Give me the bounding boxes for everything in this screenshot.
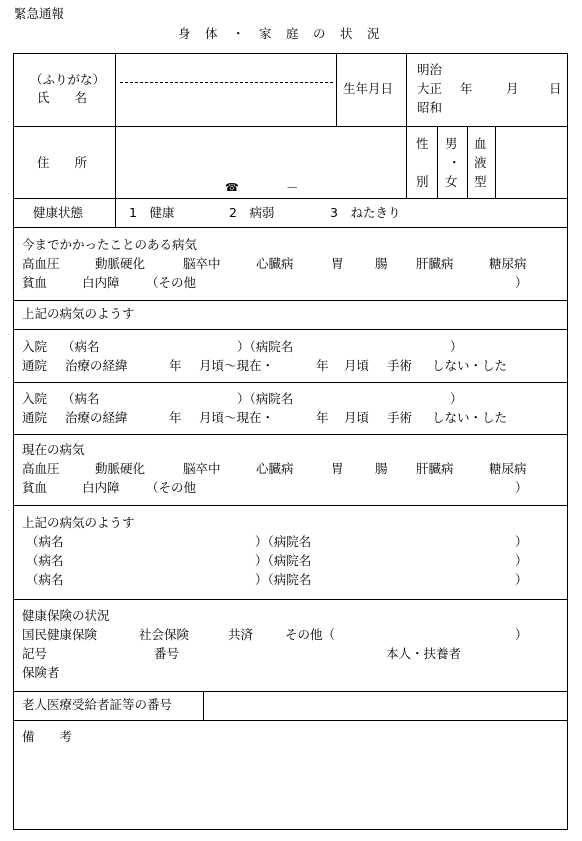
current-other-line (22, 479, 562, 497)
number-label: 番号 (154, 646, 180, 661)
month-label: 月 (506, 81, 519, 96)
outpatient-label: 通院 (22, 410, 48, 425)
health-option-bedridden: 3 ねたきり (330, 205, 401, 220)
hospital-name-open: ）（病院名 (237, 339, 294, 354)
hospital-name-close: ） (515, 553, 528, 568)
disease-hypertension: 高血圧 (22, 256, 60, 271)
admission-1-line2 (22, 357, 562, 375)
current-illness-section (22, 441, 562, 501)
disease-anemia: 貧血 (22, 275, 48, 290)
disease-anemia: 貧血 (22, 480, 48, 495)
furigana-divider (120, 82, 333, 83)
insurance-other-open: その他（ (285, 627, 336, 642)
disease-stroke: 脳卒中 (183, 461, 221, 476)
hospital-name-close: ） (515, 572, 528, 587)
surgery-options: しない・した (432, 410, 508, 425)
admission-label: 入院 (22, 339, 48, 354)
insurance-title: 健康保険の状況 (22, 608, 110, 623)
disease-arteriosclerosis: 動脈硬化 (95, 256, 146, 271)
admission-2-line1 (22, 390, 562, 408)
remarks-label: 備 考 (22, 729, 73, 744)
phone-icon: ☎ (225, 181, 239, 194)
disease-diabetes: 糖尿病 (489, 256, 527, 271)
admission-label: 入院 (22, 391, 48, 406)
disease-name-open: （病名 (26, 553, 64, 568)
sex-male: 男 (445, 136, 458, 151)
month-approx-label: 月頃 (344, 358, 370, 373)
blood-label-2: 液 (474, 155, 487, 170)
outpatient-label: 通院 (22, 358, 48, 373)
sex-separator: ・ (448, 155, 461, 170)
year-label: 年 (316, 358, 329, 373)
furigana-label: （ふりがな） (30, 72, 106, 87)
disease-arteriosclerosis: 動脈硬化 (95, 461, 146, 476)
year-label: 年 (169, 358, 182, 373)
hospital-name-open: ）（病院名 (255, 553, 312, 568)
day-label: 日 (549, 81, 562, 96)
insurance-section (22, 607, 562, 687)
health-label: 健康状態 (33, 205, 84, 220)
year-label: 年 (316, 410, 329, 425)
disease-cataract: 白内障 (82, 275, 120, 290)
blood-label-3: 型 (474, 174, 487, 189)
name-label: 氏 名 (37, 90, 88, 105)
month-since-label: 月頃～現在・ (199, 358, 275, 373)
hospital-name-open: ）（病院名 (237, 391, 294, 406)
past-disease-list (22, 255, 562, 273)
disease-stroke: 脳卒中 (183, 256, 221, 271)
era-taisho: 大正 (417, 81, 443, 96)
current-state-title: 上記の病気のようす (22, 515, 135, 530)
insurer-label: 保険者 (22, 665, 60, 680)
month-approx-label: 月頃 (344, 410, 370, 425)
surgery-label: 手術 (387, 410, 413, 425)
insurance-mutual: 共済 (228, 627, 254, 642)
health-option-healthy: 1 健康 (129, 205, 175, 220)
disease-name-open: （病名 (26, 534, 64, 549)
past-other-line (22, 274, 562, 292)
hospital-name-open: ）（病院名 (255, 534, 312, 549)
current-state-row-1 (22, 533, 562, 551)
surgery-label: 手術 (387, 358, 413, 373)
hospital-name-close: ） (450, 391, 463, 406)
disease-name-open: （病名 (26, 572, 64, 587)
insured-dependent-label: 本人・扶養者 (386, 646, 462, 661)
admission-entry-2 (22, 390, 562, 430)
form-tag: 緊急通報 (14, 6, 65, 21)
admission-2-line2 (22, 409, 562, 427)
disease-name-open: （病名 (62, 391, 100, 406)
hospital-name-open: ）（病院名 (255, 572, 312, 587)
past-title: 今までかかったことのある病気 (22, 237, 198, 252)
sex-female: 女 (445, 174, 458, 189)
sex-label-2: 別 (416, 174, 429, 189)
disease-liver: 肝臓病 (416, 256, 454, 271)
year-label: 年 (169, 410, 182, 425)
current-state-section (22, 514, 562, 594)
insurance-national: 国民健康保険 (22, 627, 98, 642)
disease-cataract: 白内障 (82, 480, 120, 495)
current-state-row-3 (22, 571, 562, 589)
insurance-types (22, 626, 562, 644)
admission-entry-1 (22, 338, 562, 378)
insurance-number-line (22, 645, 562, 663)
disease-intestine: 腸 (375, 461, 388, 476)
disease-heart: 心臓病 (256, 461, 294, 476)
surgery-options: しない・した (432, 358, 508, 373)
other-open: （その他 (146, 480, 197, 495)
era-showa: 昭和 (417, 100, 443, 115)
era-meiji: 明治 (417, 62, 443, 77)
disease-heart: 心臓病 (256, 256, 294, 271)
health-option-weak: 2 病弱 (229, 205, 275, 220)
treatment-history-label: 治療の経緯 (65, 358, 128, 373)
symbol-label: 記号 (22, 646, 48, 661)
other-close: ） (515, 480, 528, 495)
hospital-name-close: ） (515, 534, 528, 549)
disease-liver: 肝臓病 (416, 461, 454, 476)
insurance-social: 社会保険 (139, 627, 190, 642)
page-title: 身 体 ・ 家 庭 の 状 況 (178, 26, 381, 41)
other-open: （その他 (146, 275, 197, 290)
current-title: 現在の病気 (22, 442, 85, 457)
hospital-name-close: ） (450, 339, 463, 354)
birthdate-label: 生年月日 (343, 81, 394, 96)
blood-label-1: 血 (474, 136, 487, 151)
past-state-title: 上記の病気のようす (22, 306, 135, 321)
treatment-history-label: 治療の経緯 (65, 410, 128, 425)
address-label: 住 所 (37, 155, 88, 170)
other-close: ） (515, 275, 528, 290)
year-label: 年 (460, 81, 473, 96)
elderly-medical-number-label: 老人医療受給者証等の番号 (22, 697, 173, 712)
disease-hypertension: 高血圧 (22, 461, 60, 476)
past-illness-section (22, 236, 562, 296)
disease-stomach: 胃 (331, 256, 344, 271)
insurance-other-close: ） (515, 627, 528, 642)
sex-label-1: 性 (416, 136, 429, 151)
disease-diabetes: 糖尿病 (489, 461, 527, 476)
disease-name-open: （病名 (62, 339, 100, 354)
disease-intestine: 腸 (375, 256, 388, 271)
month-since-label: 月頃～現在・ (199, 410, 275, 425)
current-disease-list (22, 460, 562, 478)
current-state-row-2 (22, 552, 562, 570)
admission-1-line1 (22, 338, 562, 356)
disease-stomach: 胃 (331, 461, 344, 476)
phone-dash: － (286, 180, 299, 195)
